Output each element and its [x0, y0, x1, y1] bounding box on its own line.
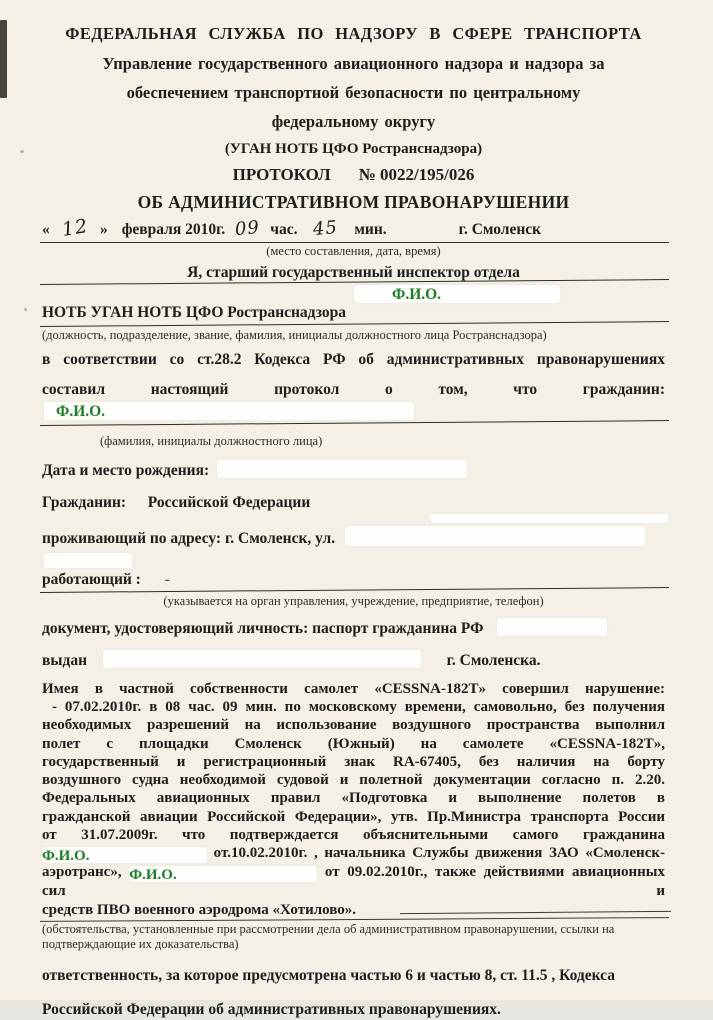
offense-line-text: от 09.02.2010г., также действиями авиационных сил и	[42, 864, 665, 900]
date-place: г. Смоленск	[458, 221, 542, 238]
redacted-fio-officer: Ф.И.О.	[392, 286, 442, 303]
quote-close: »	[99, 221, 108, 238]
redacted-fio-witness-1: Ф.И.О.	[42, 848, 90, 865]
officer-caption: (должность, подразделение, звание, фамилия, инициалы должностного лица Ространснадзора)	[42, 328, 547, 342]
offense-line: гражданской авиации Российской Федерации», утв. Пр.Министра транспорта России	[42, 808, 665, 825]
citizenship-label: Гражданин:	[42, 494, 127, 512]
redacted-fio-witness-2: Ф.И.О.	[129, 867, 177, 884]
offense-line-redacted-1	[42, 844, 665, 863]
offense-line-redacted-2	[42, 863, 665, 900]
redaction-band	[44, 553, 132, 568]
offense-line: необходимых разрешений на использование воздушного пространства выполнил	[42, 717, 665, 734]
trailing-rule	[400, 911, 671, 914]
redaction-band	[217, 460, 467, 478]
birth-label: Дата и место рождения:	[42, 461, 210, 479]
officer-unit: НОТБ УГАН НОТБ ЦФО Ространснадзора	[42, 304, 346, 321]
officer-unit-underline	[40, 321, 669, 327]
redaction-band	[129, 866, 317, 882]
offense-line-text: от.10.02.2010г. , начальника Службы движения ЗАО «Смоленск-	[213, 845, 665, 862]
work-row	[42, 570, 665, 594]
redaction-band	[42, 847, 207, 863]
header-agency: ФЕДЕРАЛЬНАЯ СЛУЖБА ПО НАДЗОРУ В СФЕРЕ ТРАНСПОРТА	[65, 24, 642, 43]
residence-row	[42, 526, 665, 548]
offense-line-pre: аэротранс»,	[42, 864, 122, 881]
redaction-band	[103, 650, 421, 668]
basis-caption: (фамилия, инициалы должностного лица)	[100, 433, 323, 448]
officer-unit-row	[42, 303, 665, 328]
redaction-streak	[430, 514, 668, 523]
blank-redaction-row	[42, 551, 665, 570]
birth-row	[42, 460, 665, 480]
redaction-band	[497, 618, 607, 636]
quote-open: «	[42, 221, 50, 238]
date-caption: (место составления, дата, время)	[266, 244, 441, 258]
redaction-band	[44, 402, 414, 420]
date-hours-handwritten: 09	[234, 216, 262, 241]
offense-line: Федеральных авиационных правил «Подготовка и выполнение полетов в	[42, 790, 665, 807]
basis-line1: в соответствии со ст.28.2 Кодекса РФ об административных правонарушениях	[42, 351, 665, 368]
work-dash-mark: -	[164, 570, 170, 588]
hours-label: час.	[270, 221, 298, 238]
header-division-line3: федеральному округу	[271, 112, 436, 131]
doc-type: ПРОТОКОЛ	[232, 165, 331, 184]
offense-caption-line1: (обстоятельства, установленные при рассмотрении дела об административном правонарушении, ссылки на	[42, 921, 615, 936]
liability-line2: Российской Федерации об административных правонарушениях.	[42, 1001, 501, 1019]
liability-line1: ответственность, за которое предусмотрена частью 6 и частью 8, ст. 11.5 , Кодекса	[42, 966, 615, 984]
issued-row	[42, 650, 665, 670]
work-caption: (указывается на орган управления, учреждение, предприятие, телефон)	[163, 593, 544, 608]
doc-type-line	[42, 165, 665, 185]
officer-intro: Я, старший государственный инспектор отдела	[187, 264, 520, 281]
citizenship-row	[42, 493, 665, 512]
redaction-band	[354, 285, 560, 303]
residence-label: проживающий по адресу: г. Смоленск, ул.	[42, 529, 336, 547]
date-line	[42, 217, 665, 244]
date-underline	[40, 242, 669, 243]
header-division-line2: обеспечением транспортной безопасности по центральному	[126, 83, 581, 102]
id-document-row	[42, 618, 665, 638]
scan-edge-artifact	[0, 20, 7, 98]
scan-speck	[20, 150, 24, 153]
offense-last-line: средств ПВО военного аэродрома «Хотилово».	[42, 901, 357, 918]
date-month-year: февраля 2010г.	[121, 221, 226, 238]
offense-line: - 07.02.2010г. в 08 час. 09 мин. по московскому времени, самовольно, без получения	[52, 698, 665, 715]
note-separator-row	[42, 919, 665, 922]
offense-last-line-row	[42, 901, 665, 919]
citizen-fio-row	[42, 403, 665, 427]
issued-city: г. Смоленска.	[446, 652, 541, 670]
offense-caption-line2: подтверждающие их доказательства)	[42, 937, 239, 952]
offense-intro: Имея в частной собственности самолет «CESSNA-182T» совершил нарушение:	[42, 680, 665, 697]
doc-subtitle: ОБ АДМИНИСТРАТИВНОМ ПРАВОНАРУШЕНИИ	[137, 192, 570, 212]
officer-intro-row	[42, 263, 665, 286]
basis-line2: составил настоящий протокол о том, что гражданин:	[42, 381, 665, 399]
officer-fio-row	[42, 286, 665, 303]
scan-speck	[24, 308, 27, 311]
offense-paragraph	[42, 680, 665, 919]
work-label: работающий :	[42, 570, 141, 588]
offense-line: от 31.07.2009г. что подтверждается объяснительными самого гражданина	[42, 827, 665, 843]
header-abbrev: (УГАН НОТБ ЦФО Ространснадзора)	[224, 141, 483, 157]
header-division-line1: Управление государственного авиационного надзора и надзора за	[102, 54, 605, 73]
date-day-handwritten: 12	[60, 215, 90, 241]
citizenship-value: Российской Федерации	[147, 494, 311, 512]
redaction-band	[345, 526, 645, 546]
citizen-fio-underline	[40, 420, 669, 426]
id-document-label: документ, удостоверяющий личность: паспорт гражданина РФ	[42, 619, 484, 637]
issued-label: выдан	[42, 652, 87, 670]
redacted-fio-citizen: Ф.И.О.	[56, 402, 106, 420]
doc-number: № 0022/195/026	[358, 165, 475, 184]
offense-line: полет с площадки Смоленск (Южный) на самолете «CESSNA-182T»,	[42, 735, 665, 752]
date-minutes-handwritten: 45	[312, 216, 340, 241]
minutes-label: мин.	[354, 221, 387, 238]
offense-line: государственный и регистрационный знак RA-67405, без наличия на борту	[42, 753, 665, 770]
offense-line: воздушного судна необходимой судовой и полетной документации согласно п. 2.20.	[42, 772, 665, 789]
